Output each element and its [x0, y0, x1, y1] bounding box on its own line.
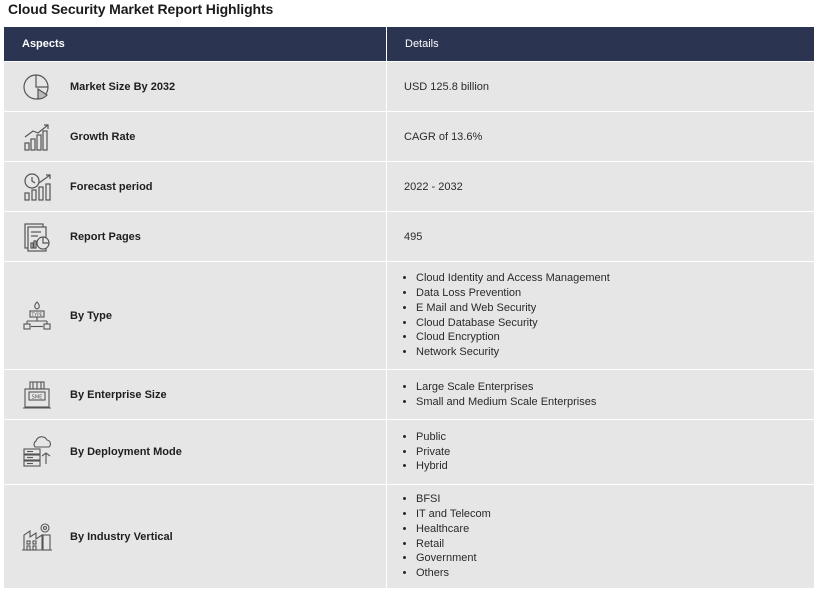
detail-value: USD 125.8 billion — [387, 62, 814, 112]
table-row — [4, 420, 814, 485]
bar-growth-icon — [20, 120, 54, 154]
svg-text:TYPE: TYPE — [30, 312, 42, 318]
highlights-table — [3, 27, 814, 589]
aspect-label: Market Size By 2032 — [70, 81, 175, 93]
list-item: • BFSI — [416, 492, 814, 507]
page-title: Cloud Security Market Report Highlights — [8, 1, 273, 17]
table-row — [4, 370, 814, 420]
aspect-label: Forecast period — [70, 181, 153, 193]
list-item: • E Mail and Web Security — [416, 301, 814, 316]
table-row — [4, 485, 814, 589]
details-header: Details — [387, 27, 814, 62]
list-item: • Small and Medium Scale Enterprises — [416, 395, 814, 410]
detail-list — [404, 271, 814, 359]
forecast-icon — [20, 170, 54, 204]
detail-value: 495 — [387, 212, 814, 262]
svg-text:SME: SME — [32, 394, 43, 400]
industry-icon — [20, 520, 54, 554]
table-row — [4, 212, 814, 262]
list-item: • Large Scale Enterprises — [416, 380, 814, 395]
aspect-label: By Industry Vertical — [70, 531, 173, 543]
table-row — [4, 62, 814, 112]
list-item: • Cloud Identity and Access Management — [416, 271, 814, 286]
table-row — [4, 162, 814, 212]
list-item: • Others — [416, 566, 814, 581]
report-pages-icon — [20, 220, 54, 254]
list-item: • Government — [416, 551, 814, 566]
detail-list — [404, 492, 814, 580]
aspects-header: Aspects — [4, 27, 387, 62]
type-icon — [20, 299, 54, 333]
list-item: • Data Loss Prevention — [416, 286, 814, 301]
list-item: • Healthcare — [416, 522, 814, 537]
aspect-label: Report Pages — [70, 231, 141, 243]
table-row — [4, 112, 814, 162]
table-row — [4, 262, 814, 370]
aspect-label: By Enterprise Size — [70, 389, 167, 401]
table-header-row — [4, 27, 814, 62]
list-item: • Private — [416, 445, 814, 460]
list-item: • Network Security — [416, 345, 814, 360]
aspect-label: Growth Rate — [70, 131, 135, 143]
detail-list — [404, 380, 814, 409]
cloud-server-icon — [20, 435, 54, 469]
aspect-label: By Type — [70, 310, 112, 322]
pie-chart-icon — [20, 70, 54, 104]
list-item: • IT and Telecom — [416, 507, 814, 522]
list-item: • Cloud Database Security — [416, 316, 814, 331]
list-item: • Cloud Encryption — [416, 330, 814, 345]
list-item: • Public — [416, 430, 814, 445]
list-item: • Hybrid — [416, 459, 814, 474]
aspect-label: By Deployment Mode — [70, 446, 182, 458]
detail-value: 2022 - 2032 — [387, 162, 814, 212]
sme-icon — [20, 378, 54, 412]
list-item: • Retail — [416, 537, 814, 552]
detail-value: CAGR of 13.6% — [387, 112, 814, 162]
detail-list — [404, 430, 814, 474]
